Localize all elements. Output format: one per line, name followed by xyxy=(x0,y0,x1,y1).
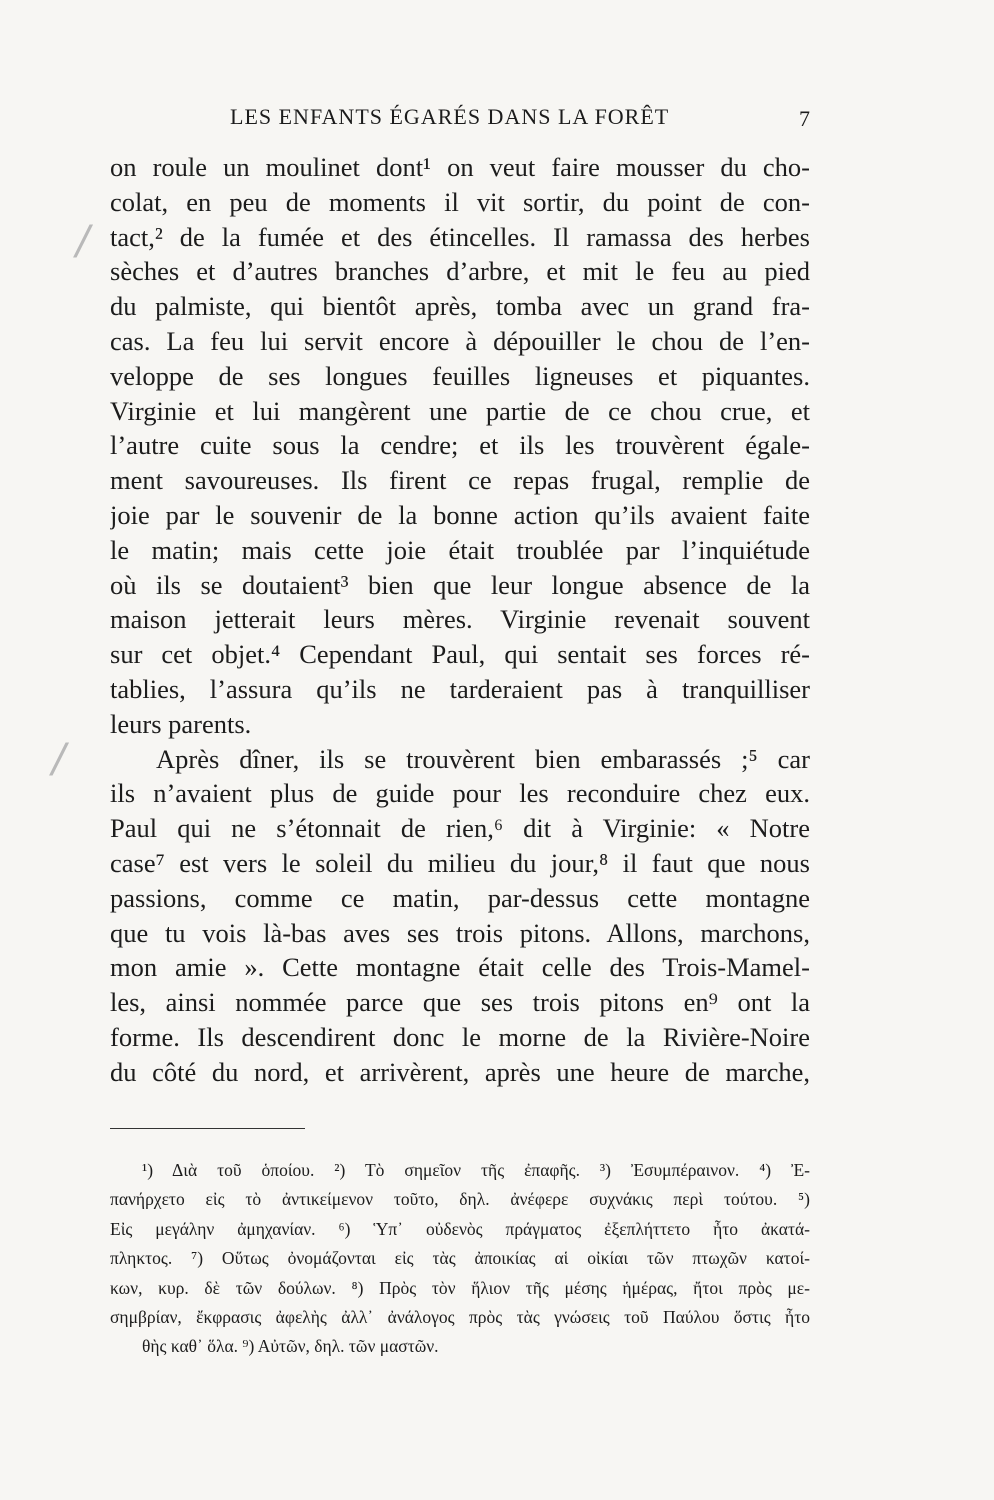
body-line: du palmiste, qui bientôt après, tomba avec un grand fra- xyxy=(110,291,810,322)
footnote-line: πληκτος. ⁷) Οὕτως ὀνομάζονται εἰς τὰς ἀποικίας αἱ οἰκίαι τῶν πτωχῶν κατοί- xyxy=(110,1248,810,1269)
footnote-line: κων, κυρ. δὲ τῶν δούλων. ⁸) Πρὸς τὸν ἥλιον τῆς μέσης ἡμέρας, ἤτοι πρὸς με- xyxy=(110,1277,810,1298)
body-line: Virginie et lui mangèrent une partie de ce chou crue, et xyxy=(110,395,810,426)
body-line: case⁷ est vers le soleil du milieu du jour,⁸ il faut que nous xyxy=(110,847,810,878)
body-line: où ils se doutaient³ bien que leur longue absence de la xyxy=(110,569,810,600)
body-line: sèches et d’autres branches d’arbre, et mit le feu au pied xyxy=(110,256,810,287)
body-line: du côté du nord, et arrivèrent, après une heure de marche, xyxy=(110,1056,810,1087)
body-line: sur cet objet.⁴ Cependant Paul, qui sentait ses forces ré- xyxy=(110,639,810,670)
footnote-line: ¹) Διὰ τοῦ ὁποίου. ²) Τὸ σημεῖον τῆς ἐπαφῆς. ³) Ἐσυμπέραινον. ⁴) Ἐ- xyxy=(142,1160,810,1180)
footnote-line: Εἰς μεγάλην ἀμηχανίαν. ⁶) Ὑπ᾽ οὐδενὸς πράγματος ἐξεπλήττετο ἦτο ἀκατά- xyxy=(110,1218,810,1239)
body-line: forme. Ils descendirent donc le morne de la Rivière-Noire xyxy=(110,1021,810,1052)
paragraph-start-line: Après dîner, ils se trouvèrent bien embarassés ;⁵ car xyxy=(156,743,810,774)
body-line: mon amie ». Cette montagne était celle des Trois-Mamel- xyxy=(110,952,810,983)
footnote-rule xyxy=(110,1128,305,1129)
footnote-line: σημβρίαν, ἔκφρασις ἀφελὴς ἀλλ᾽ ἀνάλογος πρὸς τὰς γνώσεις τοῦ Παύλου ὅστις ἦτο xyxy=(110,1306,810,1327)
running-head xyxy=(110,98,810,138)
footnote-line: πανήρχετο εἰς τὸ ἀντικείμενον τοῦτο, δηλ. ἀνέφερε συχνάκις περὶ τούτου. ⁵) xyxy=(110,1189,810,1210)
body-line: les, ainsi nommée parce que ses trois pitons en⁹ ont la xyxy=(110,987,810,1018)
footnote-line: θὴς καθ᾽ ὅλα. ⁹) Αὐτῶν, δηλ. τῶν μαστῶν. xyxy=(142,1336,439,1357)
body-line: cas. La feu lui servit encore à dépouiller le chou de l’en- xyxy=(110,325,810,356)
body-line: maison jetterait leurs mères. Virginie revenait souvent xyxy=(110,604,810,635)
body-line: que tu vois là-bas aves ses trois pitons. Allons, marchons, xyxy=(110,917,810,948)
body-line: passions, comme ce matin, par-dessus cette montagne xyxy=(110,882,810,913)
body-line: tact,² de la fumée et des étincelles. Il ramassa des herbes xyxy=(110,221,810,252)
footnotes xyxy=(110,1156,810,1362)
body-line: colat, en peu de moments il vit sortir, du point de con- xyxy=(110,186,810,217)
body-line: le matin; mais cette joie était troublée par l’inquiétude xyxy=(110,534,810,565)
body-line: ment savoureuses. Ils firent ce repas frugal, remplie de xyxy=(110,465,810,496)
body-line: tablies, l’assura qu’ils ne tarderaient pas à tranquilliser xyxy=(110,673,810,704)
pencil-mark: / xyxy=(52,736,66,782)
body-line: ils n’avaient plus de guide pour les reconduire chez eux. xyxy=(110,778,810,809)
body-line: on roule un moulinet dont¹ on veut faire mousser du cho- xyxy=(110,152,810,182)
body-line: l’autre cuite sous la cendre; et ils les trouvèrent égale- xyxy=(110,430,810,461)
paragraph-end-line: leurs parents. xyxy=(110,708,252,739)
running-title: LES ENFANTS ÉGARÉS DANS LA FORÊT xyxy=(230,104,670,129)
page-number: 7 xyxy=(799,106,810,131)
pencil-mark: / xyxy=(76,218,90,264)
body-text xyxy=(110,150,810,1090)
body-line: joie par le souvenir de la bonne action qu’ils avaient faite xyxy=(110,499,810,530)
body-line: veloppe de ses longues feuilles ligneuses et piquantes. xyxy=(110,360,810,391)
body-line: Paul qui ne s’étonnait de rien,⁶ dit à Virginie: « Notre xyxy=(110,813,810,844)
